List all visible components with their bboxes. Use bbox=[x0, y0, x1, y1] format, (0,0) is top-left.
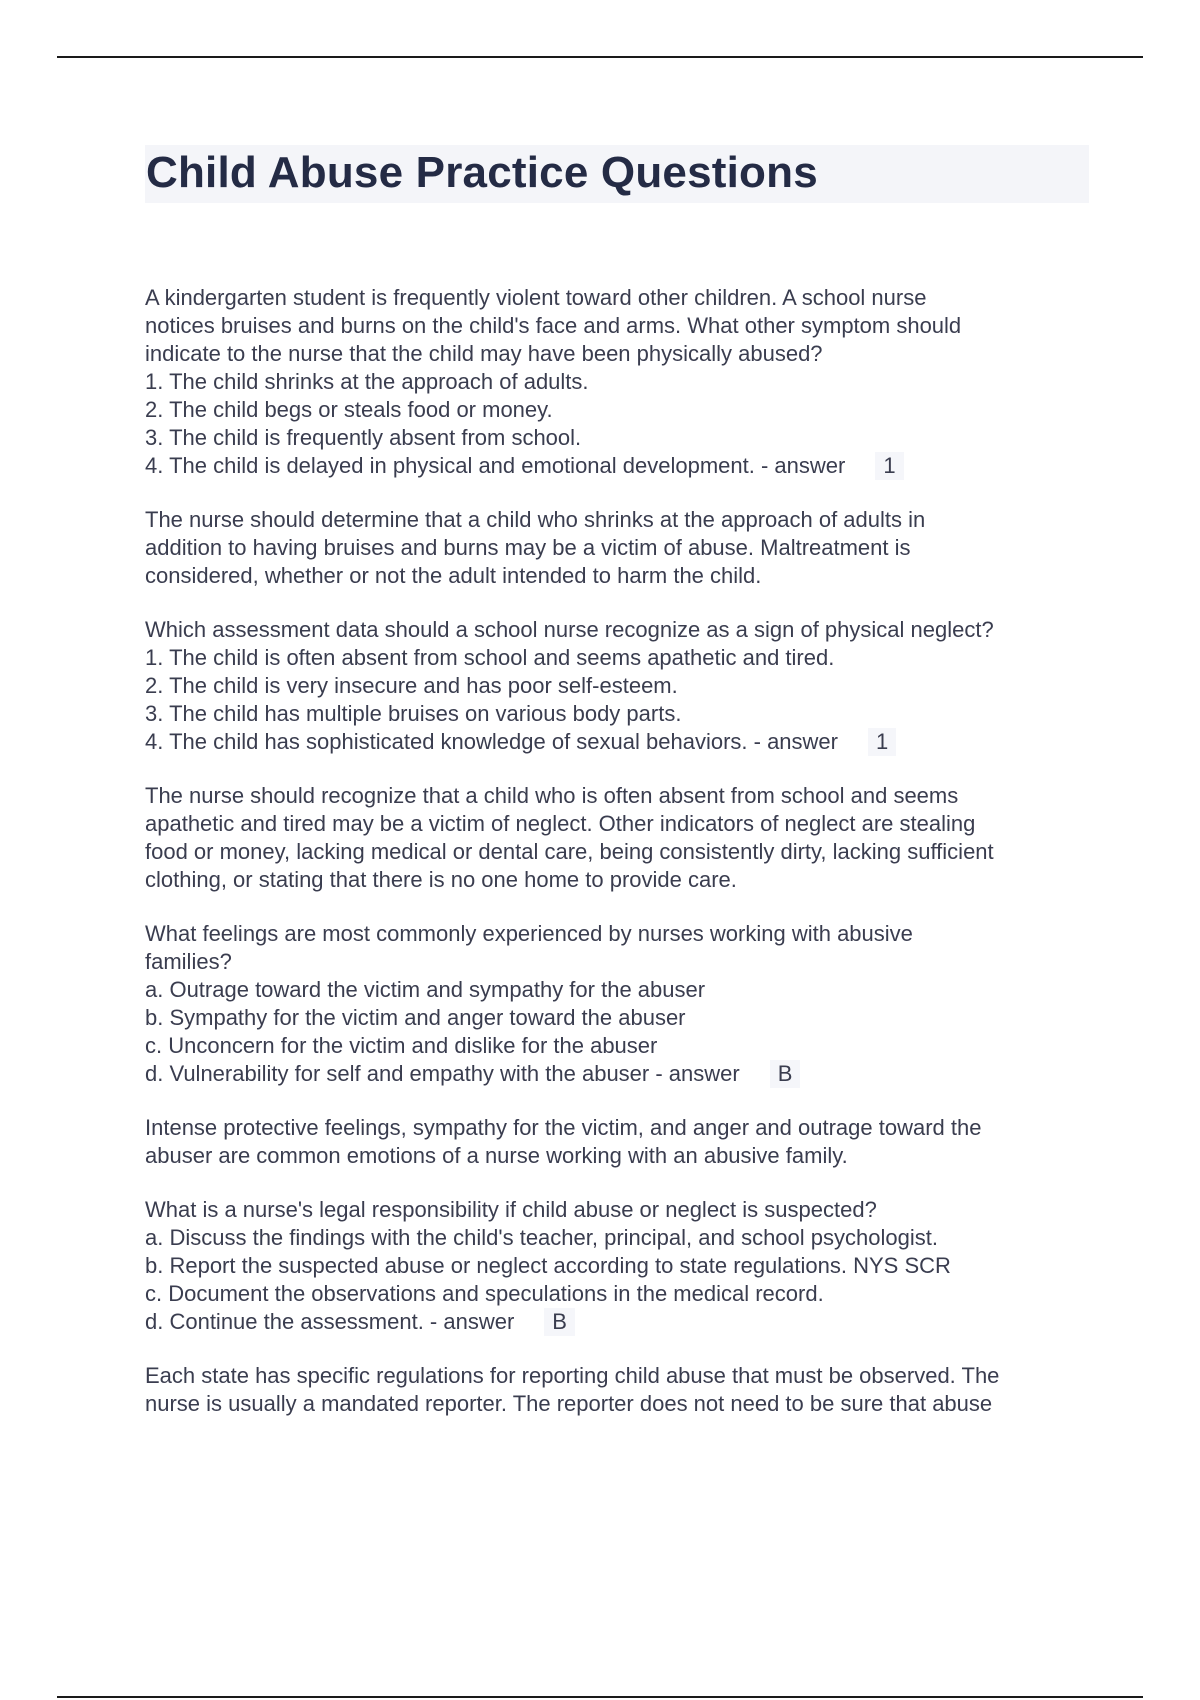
question-1-option: 3. The child is frequently absent from school. bbox=[145, 425, 582, 450]
rationale-4-line: Each state has specific regulations for reporting child abuse that must be observed. The bbox=[145, 1363, 1000, 1388]
bottom-rule bbox=[57, 1696, 1143, 1698]
question-2-option: 1. The child is often absent from school and seems apathetic and tired. bbox=[145, 645, 835, 670]
question-2-option: 2. The child is very insecure and has poor self-esteem. bbox=[145, 673, 678, 698]
question-2-option: 3. The child has multiple bruises on various body parts. bbox=[145, 701, 682, 726]
question-1-stem-line: A kindergarten student is frequently violent toward other children. A school nurse bbox=[145, 285, 927, 310]
top-rule bbox=[57, 56, 1143, 58]
rationale-1-line: The nurse should determine that a child who shrinks at the approach of adults in bbox=[145, 507, 926, 532]
rationale-3-line: abuser are common emotions of a nurse working with an abusive family. bbox=[145, 1143, 848, 1168]
rationale-3 bbox=[145, 1114, 1095, 1170]
question-1-option-with-answer bbox=[145, 452, 1095, 480]
rationale-2-line: The nurse should recognize that a child who is often absent from school and seems bbox=[145, 783, 959, 808]
question-1-stem-line: indicate to the nurse that the child may have been physically abused? bbox=[145, 341, 823, 366]
question-4-option: a. Discuss the findings with the child's teacher, principal, and school psychologist. bbox=[145, 1225, 938, 1250]
question-4-option-with-answer bbox=[145, 1308, 1095, 1336]
question-4-option: d. Continue the assessment. - answer bbox=[145, 1309, 515, 1334]
rationale-2-line: clothing, or stating that there is no one home to provide care. bbox=[145, 867, 737, 892]
question-3-option: b. Sympathy for the victim and anger toward the abuser bbox=[145, 1005, 686, 1030]
question-3-option-with-answer bbox=[145, 1060, 1095, 1088]
rationale-2-line: apathetic and tired may be a victim of neglect. Other indicators of neglect are stealing bbox=[145, 811, 976, 836]
question-4-option: c. Document the observations and speculations in the medical record. bbox=[145, 1281, 824, 1306]
question-3-option: d. Vulnerability for self and empathy with the abuser - answer bbox=[145, 1061, 740, 1086]
question-1 bbox=[145, 284, 1095, 480]
rationale-4 bbox=[145, 1362, 1095, 1418]
question-2-option: 4. The child has sophisticated knowledge of sexual behaviors. - answer bbox=[145, 729, 838, 754]
question-3-stem-line: What feelings are most commonly experienced by nurses working with abusive bbox=[145, 921, 913, 946]
question-3-answer: B bbox=[770, 1060, 801, 1088]
question-1-stem-line: notices bruises and burns on the child's face and arms. What other symptom should bbox=[145, 313, 962, 338]
question-2-stem-line: Which assessment data should a school nurse recognize as a sign of physical neglect? bbox=[145, 617, 994, 642]
question-2-answer: 1 bbox=[868, 728, 896, 756]
question-3-stem-line: families? bbox=[145, 949, 232, 974]
question-1-answer: 1 bbox=[875, 452, 903, 480]
question-3-option: a. Outrage toward the victim and sympathy for the abuser bbox=[145, 977, 706, 1002]
rationale-1-line: considered, whether or not the adult intended to harm the child. bbox=[145, 563, 762, 588]
rationale-1 bbox=[145, 506, 1095, 590]
question-1-option: 4. The child is delayed in physical and emotional development. - answer bbox=[145, 453, 846, 478]
rationale-1-line: addition to having bruises and burns may be a victim of abuse. Maltreatment is bbox=[145, 535, 911, 560]
question-1-option: 1. The child shrinks at the approach of adults. bbox=[145, 369, 589, 394]
rationale-2-line: food or money, lacking medical or dental care, being consistently dirty, lacking sufficient bbox=[145, 839, 994, 864]
page-title: Child Abuse Practice Questions bbox=[146, 148, 818, 197]
question-4-option: b. Report the suspected abuse or neglect according to state regulations. NYS SCR bbox=[145, 1253, 951, 1278]
question-2 bbox=[145, 616, 1095, 756]
rationale-2 bbox=[145, 782, 1095, 894]
question-2-option-with-answer bbox=[145, 728, 1095, 756]
question-3-option: c. Unconcern for the victim and dislike for the abuser bbox=[145, 1033, 658, 1058]
question-4-stem-line: What is a nurse's legal responsibility if child abuse or neglect is suspected? bbox=[145, 1197, 877, 1222]
rationale-3-line: Intense protective feelings, sympathy for the victim, and anger and outrage toward the bbox=[145, 1115, 982, 1140]
question-4-answer: B bbox=[544, 1308, 575, 1336]
document-body bbox=[145, 284, 1095, 1444]
rationale-4-line: nurse is usually a mandated reporter. The reporter does not need to be sure that abuse bbox=[145, 1391, 993, 1416]
question-3 bbox=[145, 920, 1095, 1088]
question-1-option: 2. The child begs or steals food or money. bbox=[145, 397, 553, 422]
question-4 bbox=[145, 1196, 1095, 1336]
